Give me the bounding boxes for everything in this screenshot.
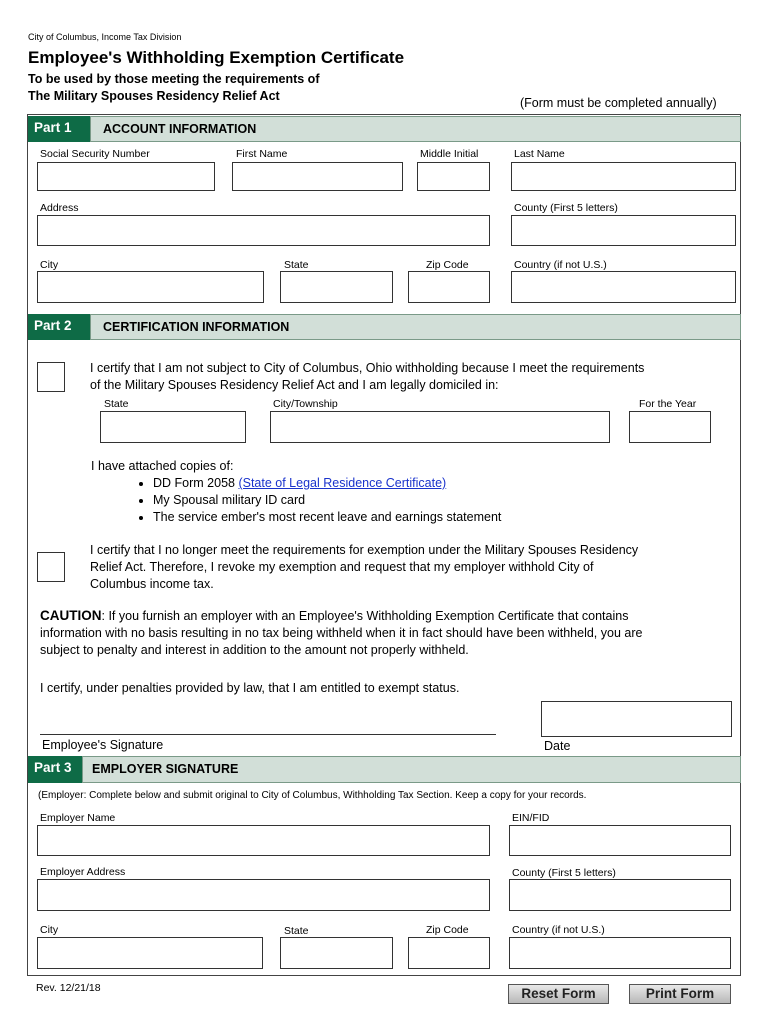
ein-field[interactable]: [509, 825, 731, 856]
dd-form-text: DD Form 2058: [153, 476, 239, 490]
caution-statement: [40, 607, 740, 659]
part2-heading: CERTIFICATION INFORMATION: [90, 314, 741, 340]
last-name-label: Last Name: [514, 148, 565, 160]
certification-statement: [90, 360, 730, 394]
reset-form-button[interactable]: Reset Form: [508, 984, 609, 1004]
employer-county-field[interactable]: [509, 879, 731, 911]
penalty-statement: I certify, under penalties provided by law, that I am entitled to exempt status.: [40, 681, 460, 695]
part3-tag: Part 3: [28, 756, 84, 783]
employer-address-label: Employer Address: [40, 866, 126, 878]
employer-country-field[interactable]: [509, 937, 731, 969]
employer-instruction: (Employer: Complete below and submit original to City of Columbus, Withholding Tax Section. Keep a copy for your records.: [38, 790, 587, 801]
employer-name-label: Employer Name: [40, 812, 116, 824]
employer-zip-label: Zip Code: [426, 924, 469, 936]
state-field[interactable]: [280, 271, 393, 303]
state-label: State: [284, 259, 309, 271]
employer-country-label: Country (if not U.S.): [512, 924, 605, 936]
middle-initial-label: Middle Initial: [420, 148, 479, 160]
for-year-field[interactable]: [629, 411, 711, 443]
part1-heading: ACCOUNT INFORMATION: [90, 116, 741, 142]
employer-county-label: County (First 5 letters): [512, 867, 616, 879]
part3-heading: EMPLOYER SIGNATURE: [82, 756, 741, 783]
certification-line-2: of the Military Spouses Residency Relief Act and I am legally domiciled in:: [90, 378, 499, 392]
country-field[interactable]: [511, 271, 736, 303]
date-label: Date: [544, 739, 571, 753]
employer-city-label: City: [40, 924, 59, 936]
address-field[interactable]: [37, 215, 490, 246]
print-form-button[interactable]: Print Form: [629, 984, 731, 1004]
signature-line[interactable]: [40, 734, 496, 735]
ssn-label: Social Security Number: [40, 148, 150, 160]
attached-intro: I have attached copies of:: [91, 459, 234, 473]
exempt-checkbox[interactable]: [37, 362, 65, 392]
employer-state-label: State: [284, 925, 309, 937]
date-field[interactable]: [541, 701, 732, 737]
part1-tag: Part 1: [28, 116, 92, 142]
revocation-line-1: I certify that I no longer meet the requirements for exemption under the Military Spouses Residency: [90, 543, 639, 557]
first-name-label: First Name: [236, 148, 288, 160]
county-field[interactable]: [511, 215, 736, 246]
revocation-statement: [90, 542, 730, 593]
middle-initial-field[interactable]: [417, 162, 490, 191]
caution-line-3: subject to penalty and interest in addition to the amount not properly withheld.: [40, 643, 469, 657]
address-label: Address: [40, 202, 79, 214]
zip-field[interactable]: [408, 271, 490, 303]
county-label: County (First 5 letters): [514, 202, 618, 214]
last-name-field[interactable]: [511, 162, 736, 191]
employer-state-field[interactable]: [280, 937, 393, 969]
certification-line-1: I certify that I am not subject to City of Columbus, Ohio withholding because I meet the requirements: [90, 361, 645, 375]
city-label: City: [40, 259, 59, 271]
employer-zip-field[interactable]: [408, 937, 490, 969]
subtitle-line-2: The Military Spouses Residency Relief Act: [28, 89, 280, 103]
domicile-state-field[interactable]: [100, 411, 246, 443]
attached-item: [153, 475, 753, 492]
revoke-checkbox[interactable]: [37, 552, 65, 582]
employer-city-field[interactable]: [37, 937, 263, 969]
domicile-state-label: State: [104, 398, 129, 410]
caution-line-1: : If you furnish an employer with an Employee's Withholding Exemption Certificate that contains: [101, 609, 629, 623]
subtitle-line-1: To be used by those meeting the requirements of: [28, 72, 320, 86]
legal-residence-certificate-link[interactable]: (State of Legal Residence Certificate): [238, 476, 447, 490]
form-title: Employee's Withholding Exemption Certificate: [28, 48, 405, 67]
revocation-line-2: Relief Act. Therefore, I revoke my exemption and request that my employer withhold City of: [90, 560, 594, 574]
form-subtitle: [28, 71, 388, 105]
revocation-line-3: Columbus income tax.: [90, 577, 214, 591]
attached-item: • The service ember's most recent leave and earnings statement: [153, 509, 753, 526]
city-township-field[interactable]: [270, 411, 610, 443]
caution-label: CAUTION: [40, 608, 102, 623]
part2-tag: Part 2: [28, 314, 92, 340]
ssn-field[interactable]: [37, 162, 215, 191]
attached-list: [135, 475, 753, 526]
caution-line-2: information with no basis resulting in no tax being withheld when it in fact should have been withheld, you are: [40, 626, 643, 640]
city-township-label: City/Township: [273, 398, 338, 410]
city-field[interactable]: [37, 271, 264, 303]
employer-name-field[interactable]: [37, 825, 490, 856]
country-label: Country (if not U.S.): [514, 259, 607, 271]
first-name-field[interactable]: [232, 162, 403, 191]
zip-label: Zip Code: [426, 259, 469, 271]
agency-name: City of Columbus, Income Tax Division: [28, 32, 182, 42]
for-year-label: For the Year: [639, 398, 697, 410]
employer-address-field[interactable]: [37, 879, 490, 911]
signature-label: Employee's Signature: [42, 738, 164, 752]
attached-item: • My Spousal military ID card: [153, 492, 753, 509]
ein-label: EIN/FID: [512, 812, 550, 824]
annual-note: (Form must be completed annually): [520, 96, 717, 110]
revision-date: Rev. 12/21/18: [36, 982, 101, 994]
